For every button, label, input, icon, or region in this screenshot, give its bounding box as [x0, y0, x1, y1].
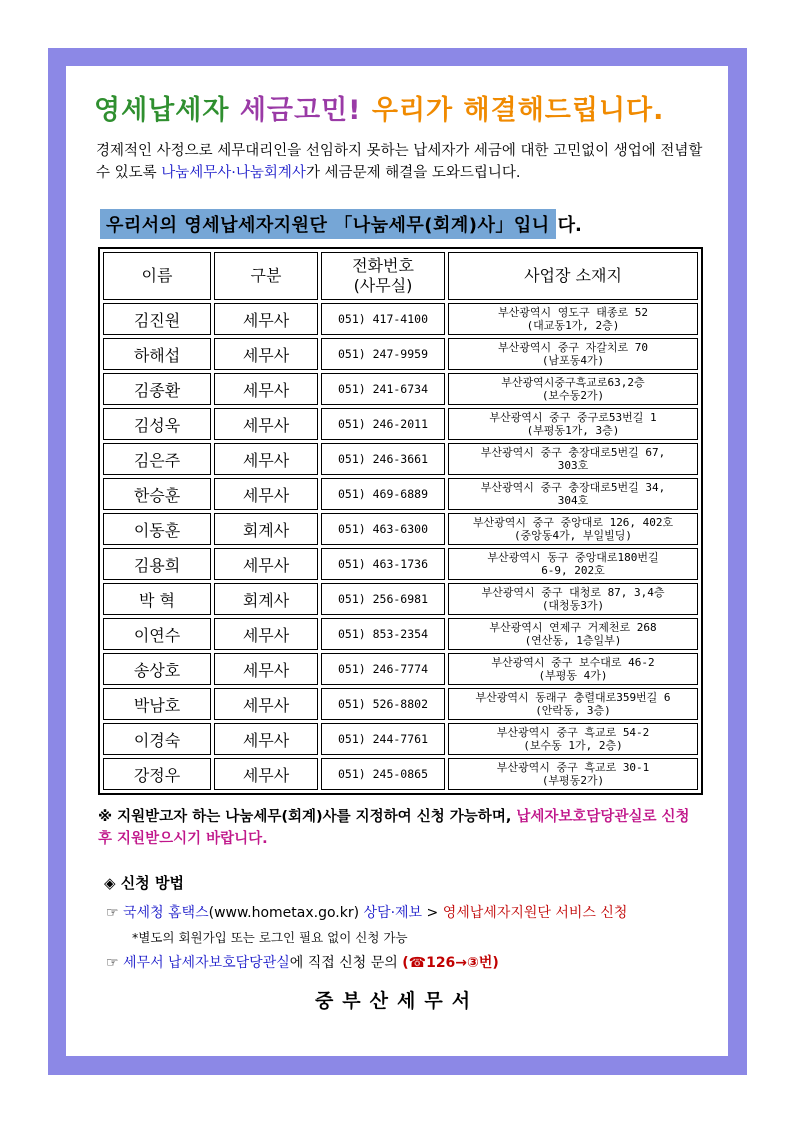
- cell-name: 김용희: [103, 548, 211, 580]
- cell-type: 세무사: [214, 688, 318, 720]
- cell-address: [448, 373, 698, 405]
- address-line2: 6-9, 202호: [541, 564, 605, 577]
- cell-phone: 051) 246-2011: [321, 408, 445, 440]
- section-title: [100, 208, 582, 240]
- cell-address: [448, 548, 698, 580]
- cell-type: 세무사: [214, 303, 318, 335]
- cell-address: [448, 478, 698, 510]
- cell-phone: 051) 526-8802: [321, 688, 445, 720]
- address-line2: (안락동, 3층): [535, 704, 611, 717]
- address-line2: 303호: [557, 459, 589, 472]
- cell-type: 세무사: [214, 653, 318, 685]
- table-header-row: [103, 252, 698, 300]
- step2-office: 세무서 납세자보호담당관실: [123, 955, 290, 971]
- cell-phone: 051) 246-7774: [321, 653, 445, 685]
- headline: [94, 88, 714, 127]
- cell-phone: 051) 245-0865: [321, 758, 445, 790]
- cell-name: 이경숙: [103, 723, 211, 755]
- address-line1: 부산광역시 동구 중앙대로180번길: [487, 551, 659, 564]
- table-row: [103, 303, 698, 335]
- cell-type: 회계사: [214, 513, 318, 545]
- cell-name: 박남호: [103, 688, 211, 720]
- address-line2: (보수동 1가, 2층): [523, 739, 623, 752]
- header-phone-line1: 전화번호: [352, 256, 414, 275]
- cell-type: 세무사: [214, 723, 318, 755]
- step1: [106, 902, 627, 922]
- cell-type: 세무사: [214, 758, 318, 790]
- table-row: [103, 723, 698, 755]
- cell-type: 세무사: [214, 373, 318, 405]
- cell-phone: 051) 463-6300: [321, 513, 445, 545]
- address-line1: 부산광역시 중구 충장대로5번길 34,: [480, 481, 666, 494]
- section-title-bar: 우리서의 영세납세자지원단 「나눔세무(회계)사」입니: [100, 209, 556, 239]
- intro-text-a: 경제적인 사정으로 세무대리인을 선임하지 못하는 납세자가 세금에 대한 고민없이 생업에 전념할 수 있도록: [96, 143, 703, 181]
- headline-part3: 우리가 해결해드립니다.: [371, 95, 665, 126]
- cell-name: 강정우: [103, 758, 211, 790]
- cell-name: 김은주: [103, 443, 211, 475]
- header-name: 이름: [103, 252, 211, 300]
- header-type: 구분: [214, 252, 318, 300]
- note-highlight: 납세자보호담당관실로 신청 후 지원받으시기 바랍니다.: [98, 809, 690, 847]
- cell-name: 김종환: [103, 373, 211, 405]
- cell-name: 박 혁: [103, 583, 211, 615]
- cell-phone: 051) 244-7761: [321, 723, 445, 755]
- howto-title: ◈ 신청 방법: [104, 874, 184, 892]
- address-line1: 부산광역시중구흑교로63,2층: [501, 376, 645, 389]
- address-line1: 부산광역시 연제구 거제천로 268: [489, 621, 657, 634]
- cell-address: [448, 723, 698, 755]
- address-line1: 부산광역시 중구 흑교로 30-1: [496, 761, 650, 774]
- pointing-hand-icon: ☞: [106, 905, 119, 921]
- note: [98, 806, 704, 850]
- header-phone: [321, 252, 445, 300]
- cell-phone: 051) 241-6734: [321, 373, 445, 405]
- step2: [106, 952, 499, 972]
- address-line2: (대교동1가, 2층): [526, 319, 620, 332]
- cell-phone: 051) 417-4100: [321, 303, 445, 335]
- cell-name: 송상호: [103, 653, 211, 685]
- headline-part1: 영세납세자: [94, 95, 230, 126]
- cell-name: 이연수: [103, 618, 211, 650]
- table-row: [103, 513, 698, 545]
- address-line1: 부산광역시 중구 대청로 87, 3,4층: [481, 586, 665, 599]
- note-mark: ※: [98, 809, 113, 825]
- table-row: [103, 548, 698, 580]
- table-body: [103, 303, 698, 790]
- cell-name: 김진원: [103, 303, 211, 335]
- table-row: [103, 653, 698, 685]
- cell-address: [448, 303, 698, 335]
- table-row: [103, 618, 698, 650]
- cell-type: 세무사: [214, 443, 318, 475]
- cell-type: 세무사: [214, 618, 318, 650]
- cell-address: [448, 513, 698, 545]
- step1-path: 상담·제보: [359, 905, 423, 921]
- cell-address: [448, 408, 698, 440]
- address-line2: (부평동2가): [541, 774, 605, 787]
- volunteer-table: [98, 247, 703, 795]
- cell-type: 세무사: [214, 548, 318, 580]
- cell-address: [448, 443, 698, 475]
- address-line1: 부산광역시 중구 중앙대로 126, 402호: [472, 516, 674, 529]
- step2-text: 에 직접 신청 문의: [289, 955, 403, 971]
- table-row: [103, 758, 698, 790]
- note-text: 지원받고자 하는 나눔세무(회계)사를 지정하여 신청 가능하며,: [112, 809, 517, 825]
- address-line1: 부산광역시 중구 중구로53번길 1: [489, 411, 657, 424]
- table-row: [103, 408, 698, 440]
- cell-address: [448, 653, 698, 685]
- cell-phone: 051) 247-9959: [321, 338, 445, 370]
- step2-phone: (☎126→③번): [402, 955, 499, 971]
- table-row: [103, 688, 698, 720]
- address-line1: 부산광역시 중구 흑교로 54-2: [496, 726, 650, 739]
- cell-phone: 051) 853-2354: [321, 618, 445, 650]
- table-row: [103, 338, 698, 370]
- cell-name: 한승훈: [103, 478, 211, 510]
- address-line2: (보수동2가): [541, 389, 605, 402]
- step1-note: *별도의 회원가입 또는 로그인 필요 없이 신청 가능: [132, 930, 408, 945]
- header-address: 사업장 소재지: [448, 252, 698, 300]
- cell-address: [448, 583, 698, 615]
- cell-name: 이동훈: [103, 513, 211, 545]
- cell-address: [448, 338, 698, 370]
- hometax-link[interactable]: 국세청 홈택스: [123, 905, 209, 921]
- intro-highlight: 나눔세무사·나눔회계사: [161, 165, 306, 181]
- cell-type: 세무사: [214, 408, 318, 440]
- cell-type: 세무사: [214, 478, 318, 510]
- address-line1: 부산광역시 중구 충장대로5번길 67,: [480, 446, 666, 459]
- cell-phone: 051) 463-1736: [321, 548, 445, 580]
- address-line1: 부산광역시 동래구 충렬대로359번길 6: [475, 691, 671, 704]
- headline-part2: 세금고민!: [239, 95, 362, 126]
- cell-type: 세무사: [214, 338, 318, 370]
- address-line1: 부산광역시 중구 자갈치로 70: [498, 341, 648, 354]
- address-line2: (중앙동4가, 부일빌딩): [513, 529, 633, 542]
- step1-service: 영세납세자지원단 서비스 신청: [442, 905, 628, 921]
- header-phone-line2: (사무실): [353, 276, 413, 295]
- table-row: [103, 478, 698, 510]
- cell-phone: 051) 469-6889: [321, 478, 445, 510]
- table-row: [103, 373, 698, 405]
- address-line2: (부평동1가, 3층): [526, 424, 620, 437]
- address-line2: 304호: [557, 494, 589, 507]
- address-line1: 부산광역시 영도구 태종로 52: [498, 306, 648, 319]
- cell-name: 김성욱: [103, 408, 211, 440]
- section-title-tail: 다.: [557, 215, 582, 236]
- table-row: [103, 443, 698, 475]
- address-line2: (부평동 4가): [538, 669, 608, 682]
- pointing-hand-icon: ☞: [106, 955, 119, 971]
- cell-address: [448, 758, 698, 790]
- intro-paragraph: [96, 140, 706, 184]
- step1-separator: >: [422, 905, 443, 921]
- intro-text-b: 가 세금문제 해결을 도와드립니다.: [305, 165, 521, 181]
- address-line2: (대청동3가): [541, 599, 605, 612]
- cell-name: 하해섭: [103, 338, 211, 370]
- table-row: [103, 583, 698, 615]
- address-line2: (연산동, 1층일부): [524, 634, 622, 647]
- cell-phone: 051) 256-6981: [321, 583, 445, 615]
- cell-phone: 051) 246-3661: [321, 443, 445, 475]
- cell-type: 회계사: [214, 583, 318, 615]
- address-line1: 부산광역시 중구 보수대로 46-2: [491, 656, 655, 669]
- tax-office-name: 중부산세무서: [314, 990, 480, 1012]
- cell-address: [448, 618, 698, 650]
- address-line2: (남포동4가): [541, 354, 605, 367]
- cell-address: [448, 688, 698, 720]
- hometax-url[interactable]: (www.hometax.go.kr): [208, 905, 360, 921]
